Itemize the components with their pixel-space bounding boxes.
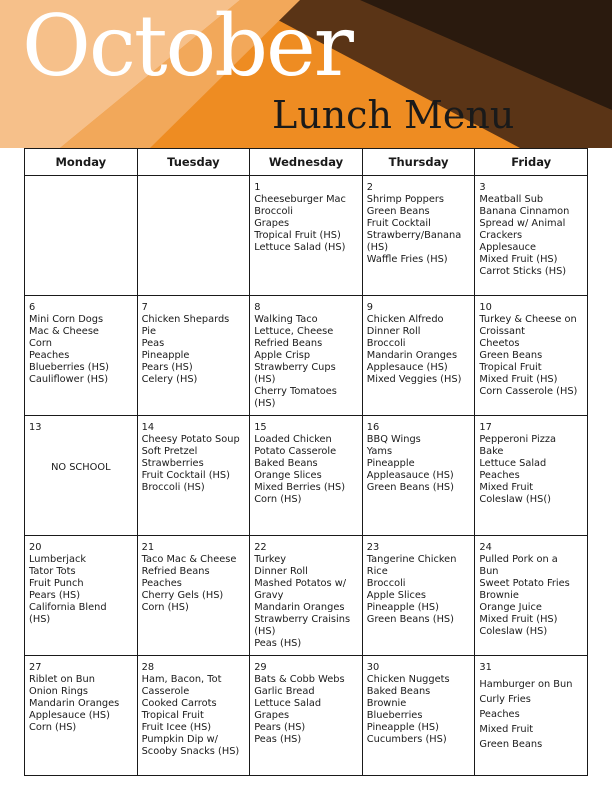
menu-item: Shrimp Poppers xyxy=(366,194,444,205)
menu-item: Baked Beans xyxy=(366,686,431,697)
weekday-header: Friday xyxy=(475,149,588,176)
menu-item: Coleslaw (HS() xyxy=(479,494,551,505)
menu-item: Brownie xyxy=(479,590,519,601)
menu-item: Turkey & Cheese on xyxy=(479,314,577,325)
day-cell-wednesday xyxy=(250,536,363,656)
day-cell-friday xyxy=(475,296,588,416)
menu-item: Tangerine Chicken xyxy=(366,554,457,565)
menu-item: Pineapple xyxy=(366,458,415,469)
menu-item: Turkey xyxy=(254,554,287,565)
menu-item: Pineapple (HS) xyxy=(366,722,439,733)
day-number: 29 xyxy=(254,662,267,673)
menu-item: Corn (HS) xyxy=(254,494,302,505)
menu-item: Broccoli xyxy=(366,578,406,589)
day-cell-monday xyxy=(25,176,138,296)
menu-item: Garlic Bread xyxy=(254,686,315,697)
day-number: 20 xyxy=(29,542,42,553)
menu-item: Broccoli xyxy=(254,206,293,217)
menu-item: Walking Taco xyxy=(254,314,318,325)
week-row xyxy=(25,416,588,536)
menu-item: Fruit Icee (HS) xyxy=(141,722,212,733)
week-row xyxy=(25,296,588,416)
day-number: 14 xyxy=(141,422,155,433)
menu-item: Blueberries (HS) xyxy=(29,362,110,373)
menu-item: Mac & Cheese xyxy=(29,326,99,337)
day-cell-tuesday xyxy=(137,536,250,656)
menu-item: Lumberjack xyxy=(29,554,87,565)
menu-item: Peaches xyxy=(141,578,182,589)
menu-item: Orange Slices xyxy=(254,470,322,481)
day-cell-friday xyxy=(475,176,588,296)
menu-item: Corn (HS) xyxy=(29,722,77,733)
day-cell-monday xyxy=(25,296,138,416)
menu-item: Fruit Punch xyxy=(29,578,84,589)
weekday-header: Thursday xyxy=(362,149,475,176)
menu-item: Baked Beans xyxy=(254,458,318,469)
day-number: 30 xyxy=(366,662,380,673)
menu-item: Pears (HS) xyxy=(141,362,193,373)
menu-item: Pears (HS) xyxy=(29,590,81,601)
day-number: 8 xyxy=(254,302,261,313)
menu-item: Blueberries xyxy=(366,710,423,721)
menu-item: Peaches xyxy=(29,350,70,361)
menu-item: Potato Casserole xyxy=(254,446,337,457)
menu-item: Broccoli xyxy=(366,338,406,349)
day-number: 6 xyxy=(29,302,36,313)
day-cell-thursday xyxy=(362,176,475,296)
day-number: 21 xyxy=(141,542,155,553)
weekday-header: Wednesday xyxy=(250,149,363,176)
menu-item: Cheeseburger Mac xyxy=(254,194,346,205)
menu-item: Cucumbers (HS) xyxy=(366,734,447,745)
day-cell-wednesday xyxy=(250,416,363,536)
day-cell-thursday xyxy=(362,656,475,776)
calendar-body xyxy=(25,176,588,776)
weekday-header-row xyxy=(25,149,588,176)
day-cell-thursday xyxy=(362,416,475,536)
menu-item: Onion Rings xyxy=(29,686,89,697)
menu-item: Coleslaw (HS) xyxy=(479,626,548,637)
weekday-header: Monday xyxy=(25,149,138,176)
menu-item: Chicken Alfredo xyxy=(366,314,444,325)
menu-item: Peaches xyxy=(479,470,520,481)
menu-item: Orange Juice xyxy=(479,602,542,613)
week-row xyxy=(25,656,588,776)
menu-item: Grapes xyxy=(254,710,290,721)
menu-item: Tropical Fruit xyxy=(141,710,204,721)
menu-item: Croissant xyxy=(479,326,526,337)
menu-item: Cheesy Potato Soup xyxy=(141,434,240,445)
menu-item: Fruit Cocktail (HS) xyxy=(141,470,230,481)
menu-item: Sweet Potato Fries xyxy=(479,578,570,589)
day-cell-tuesday xyxy=(137,656,250,776)
menu-item: Pepperoni Pizza xyxy=(479,434,556,445)
day-number: 31 xyxy=(479,662,492,673)
menu-item: Refried Beans xyxy=(254,338,323,349)
menu-item: Gravy xyxy=(254,590,284,601)
no-school-note: NO SCHOOL xyxy=(51,462,111,473)
menu-item: Tropical Fruit xyxy=(479,362,542,373)
menu-item: Riblet on Bun xyxy=(29,674,95,685)
menu-item: Corn xyxy=(29,338,52,349)
menu-item: Mandarin Oranges xyxy=(29,698,120,709)
menu-item: Pineapple (HS) xyxy=(366,602,439,613)
page-title: October xyxy=(22,0,352,95)
week-row xyxy=(25,536,588,656)
day-number: 2 xyxy=(366,182,374,193)
menu-item: Lettuce Salad (HS) xyxy=(254,242,346,253)
menu-item: Applesauce (HS) xyxy=(29,710,110,721)
menu-item: Refried Beans xyxy=(141,566,210,577)
menu-item: Green Beans xyxy=(479,739,543,750)
menu-item: Celery (HS) xyxy=(141,374,198,385)
menu-item: Chicken Shepards xyxy=(141,314,230,325)
menu-item: Bats & Cobb Webs xyxy=(254,674,345,685)
menu-item: Curly Fries xyxy=(479,694,531,705)
menu-item: Peas (HS) xyxy=(254,638,302,649)
day-cell-friday xyxy=(475,536,588,656)
menu-item: Banana Cinnamon xyxy=(479,206,570,217)
menu-item: (HS) xyxy=(29,614,51,625)
day-number: 10 xyxy=(479,302,492,313)
menu-item: Chicken Nuggets xyxy=(366,674,450,685)
menu-item: Green Beans xyxy=(366,206,430,217)
menu-item: Mixed Fruit (HS) xyxy=(479,374,558,385)
menu-item: Pineapple xyxy=(141,350,190,361)
menu-item: Pulled Pork on a xyxy=(479,554,558,565)
day-cell-tuesday xyxy=(137,296,250,416)
menu-item: Hamburger on Bun xyxy=(479,679,573,690)
menu-item: Tator Tots xyxy=(29,566,76,577)
menu-item: Soft Pretzel xyxy=(141,446,198,457)
menu-item: Strawberries xyxy=(141,458,204,469)
day-cell-friday xyxy=(475,656,588,776)
menu-item: Dinner Roll xyxy=(254,566,308,577)
menu-item: Corn Casserole (HS) xyxy=(479,386,578,397)
menu-item: Apple Crisp xyxy=(254,350,311,361)
menu-item: Grapes xyxy=(254,218,290,229)
menu-item: Spread w/ Animal xyxy=(479,218,566,229)
day-cell-monday xyxy=(25,656,138,776)
menu-item: Crackers xyxy=(479,230,523,241)
day-cell-tuesday xyxy=(137,416,250,536)
menu-item: Applesauce (HS) xyxy=(366,362,448,373)
menu-item: Broccoli (HS) xyxy=(141,482,205,493)
menu-item: (HS) xyxy=(254,626,276,637)
day-number: 7 xyxy=(141,302,148,313)
day-number: 15 xyxy=(254,422,267,433)
day-number: 16 xyxy=(366,422,380,433)
menu-item: Carrot Sticks (HS) xyxy=(479,266,567,277)
day-cell-monday xyxy=(25,416,138,536)
menu-item: Peas xyxy=(141,338,165,349)
day-number: 27 xyxy=(29,662,42,673)
menu-item: Appleasauce (HS) xyxy=(366,470,454,481)
menu-item: Cauliflower (HS) xyxy=(29,374,109,385)
menu-item: Pie xyxy=(141,326,157,337)
menu-item: Waffle Fries (HS) xyxy=(366,254,448,265)
day-cell-tuesday xyxy=(137,176,250,296)
menu-item: Lettuce, Cheese xyxy=(254,326,334,337)
menu-item: Apple Slices xyxy=(366,590,426,601)
day-cell-friday xyxy=(475,416,588,536)
menu-item: Mixed Fruit (HS) xyxy=(479,254,558,265)
menu-item: Rice xyxy=(366,566,388,577)
menu-item: Bake xyxy=(479,446,504,457)
menu-item: Fruit Cocktail xyxy=(366,218,431,229)
menu-item: Yams xyxy=(366,446,393,457)
menu-item: Pears (HS) xyxy=(254,722,306,733)
day-cell-thursday xyxy=(362,296,475,416)
menu-item: (HS) xyxy=(366,242,389,253)
day-cell-thursday xyxy=(362,536,475,656)
menu-item: Brownie xyxy=(366,698,407,709)
day-cell-wednesday xyxy=(250,176,363,296)
menu-item: Mixed Berries (HS) xyxy=(254,482,346,493)
week-row xyxy=(25,176,588,296)
menu-item: Green Beans xyxy=(479,350,543,361)
day-number: 1 xyxy=(254,182,261,193)
lunch-calendar xyxy=(24,148,588,776)
menu-item: Bun xyxy=(479,566,499,577)
menu-item: BBQ Wings xyxy=(366,434,421,445)
day-number: 17 xyxy=(479,422,492,433)
menu-item: Peas (HS) xyxy=(254,734,302,745)
day-number: 3 xyxy=(479,182,486,193)
menu-item: Mixed Fruit (HS) xyxy=(479,614,558,625)
menu-item: California Blend xyxy=(29,602,107,613)
menu-item: Cooked Carrots xyxy=(141,698,217,709)
page-subtitle: Lunch Menu xyxy=(272,93,515,137)
menu-item: Cheetos xyxy=(479,338,520,349)
header-banner xyxy=(0,0,612,148)
menu-item: Strawberry/Banana xyxy=(366,230,462,241)
day-cell-monday xyxy=(25,536,138,656)
menu-item: Corn (HS) xyxy=(141,602,189,613)
day-cell-wednesday xyxy=(250,656,363,776)
day-number: 9 xyxy=(366,302,374,313)
menu-item: Cherry Tomatoes xyxy=(254,386,337,397)
menu-item: Mixed Veggies (HS) xyxy=(366,374,462,385)
day-number: 23 xyxy=(366,542,380,553)
menu-item: Ham, Bacon, Tot xyxy=(141,674,222,685)
menu-item: Mashed Potatos w/ xyxy=(254,578,347,589)
menu-item: Tropical Fruit (HS) xyxy=(254,230,341,241)
menu-item: Mixed Fruit xyxy=(479,482,534,493)
day-number: 24 xyxy=(479,542,492,553)
day-number: 22 xyxy=(254,542,267,553)
menu-item: Cherry Gels (HS) xyxy=(141,590,224,601)
day-number: 28 xyxy=(141,662,155,673)
day-number: 13 xyxy=(29,422,42,433)
menu-item: Lettuce Salad xyxy=(479,458,547,469)
menu-item: (HS) xyxy=(254,398,276,409)
menu-item: Peaches xyxy=(479,709,520,720)
menu-item: Strawberry Craisins xyxy=(254,614,351,625)
menu-item: Strawberry Cups xyxy=(254,362,336,373)
menu-item: Meatball Sub xyxy=(479,194,544,205)
menu-item: Green Beans (HS) xyxy=(366,614,454,625)
menu-item: Lettuce Salad xyxy=(254,698,322,709)
menu-item: (HS) xyxy=(254,374,276,385)
day-cell-wednesday xyxy=(250,296,363,416)
weekday-header: Tuesday xyxy=(137,149,250,176)
menu-item: Applesauce xyxy=(479,242,536,253)
menu-item: Mini Corn Dogs xyxy=(29,314,104,325)
menu-item: Mandarin Oranges xyxy=(254,602,345,613)
menu-item: Pumpkin Dip w/ xyxy=(141,734,218,745)
menu-item: Dinner Roll xyxy=(366,326,421,337)
menu-item: Loaded Chicken xyxy=(254,434,332,445)
menu-item: Casserole xyxy=(141,686,190,697)
menu-item: Green Beans (HS) xyxy=(366,482,454,493)
menu-item: Scooby Snacks (HS) xyxy=(141,746,240,757)
menu-item: Taco Mac & Cheese xyxy=(141,554,237,565)
menu-item: Mandarin Oranges xyxy=(366,350,458,361)
menu-item: Mixed Fruit xyxy=(479,724,534,735)
